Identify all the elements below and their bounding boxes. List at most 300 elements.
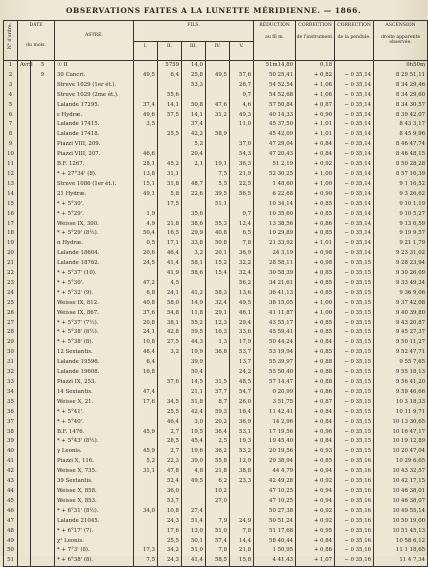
row-fil-3: 39,9 [182,358,206,368]
row-ascension: 8 45 9,96 [374,130,428,140]
row-ascension: 9 52 47,71 [374,348,428,358]
table-row [4,170,428,180]
row-month [18,368,31,378]
row-day [31,537,55,547]
row-fil-5: 49,3 [230,111,254,121]
row-correction-pendule: − 0 35,14 [335,71,374,81]
row-correction-pendule: − 0 35,15 [335,428,374,438]
row-fil-1: 4,9 [134,220,158,230]
row-fil-5: 38,8 [230,467,254,477]
row-fil-4: 58,5 [206,556,230,566]
row-fil-2: 46,4 [158,418,182,428]
row-correction-instrument: + 0,84 [296,437,335,447]
row-astre: * + 5°43' (8½). [55,437,134,447]
row-fil-2 [158,368,182,378]
row-number: 30 [4,348,18,358]
row-correction-instrument: + 1,00 [296,309,335,319]
row-day [31,507,55,517]
row-day [31,378,55,388]
row-fil-3: 42,4 [182,408,206,418]
row-fil-4: 59,3 [206,408,230,418]
row-day [31,309,55,319]
row-reduction: 28 58,11 [254,259,296,269]
row-correction-instrument: + 0,85 [296,229,335,239]
row-month [18,507,31,517]
row-reduction: 1 50,95 [254,546,296,556]
row-fil-1 [134,91,158,101]
row-number: 32 [4,368,18,378]
row-reduction: 42 49,28 [254,477,296,487]
row-fil-4: 29,1 [206,309,230,319]
row-fil-5: 15,8 [230,556,254,566]
table-row [4,517,428,527]
row-ascension: 10 58 6,12 [374,537,428,547]
row-fil-5: 49,5 [230,299,254,309]
row-correction-pendule: − 0 35,14 [335,170,374,180]
row-correction-instrument: + 0,88 [296,378,335,388]
row-fil-2: 17,6 [158,527,182,537]
row-reduction: 51 17,68 [254,527,296,537]
row-number: 39 [4,437,18,447]
row-fil-2: 22,3 [158,457,182,467]
row-month [18,71,31,81]
row-fil-1 [134,418,158,428]
row-number: 36 [4,408,18,418]
row-fil-3: 22,6 [182,190,206,200]
row-month [18,220,31,230]
row-astre: * + 5°29'. [55,210,134,220]
table-row [4,160,428,170]
row-fil-2: 25,5 [158,537,182,547]
table-row [4,328,428,338]
row-month [18,200,31,210]
row-fil-4 [206,279,230,289]
row-fil-4 [206,150,230,160]
row-correction-pendule: − 0 35,14 [335,200,374,210]
row-astre: * + 5°32' (9). [55,289,134,299]
row-fil-3: 14,9 [182,299,206,309]
header-correction-instrument: CORRECTION de l'instrument. [296,21,335,61]
row-reduction: 55 39,97 [254,358,296,368]
row-fil-4 [206,81,230,91]
row-reduction: 14 2,96 [254,418,296,428]
table-row [4,190,428,200]
row-astre: * + 6°38' (8). [55,556,134,566]
row-fil-1 [134,537,158,547]
row-month [18,130,31,140]
row-fil-1: 46,6 [134,150,158,160]
row-correction-instrument: + 0,92 [296,517,335,527]
row-fil-1: 6,4 [134,358,158,368]
row-month [18,477,31,487]
row-reduction: 50 27,38 [254,507,296,517]
row-day [31,418,55,428]
header-fil-1: I. [134,42,158,61]
row-number: 3 [4,81,18,91]
row-fil-4: 7,8 [206,546,230,556]
row-fil-2: 3,2 [158,348,182,358]
table-header [4,21,428,61]
row-reduction: 58 40,44 [254,537,296,547]
row-astre: Lalande 19596. [55,358,134,368]
row-fil-4: 36,2 [206,447,230,457]
row-number: 31 [4,358,18,368]
row-day [31,328,55,338]
row-astre: ☉ II [55,61,134,71]
row-day [31,200,55,210]
row-reduction: 24 3,19 [254,249,296,259]
row-correction-instrument: + 0,96 [296,428,335,438]
row-fil-4: 58,9 [206,130,230,140]
row-ascension: 9 10 5,27 [374,210,428,220]
row-astre: Lalande 18604. [55,249,134,259]
row-astre: Weisse X, 21. [55,398,134,408]
row-fil-3: 59,5 [182,328,206,338]
table-row [4,428,428,438]
row-correction-pendule: − 0 35,14 [335,140,374,150]
row-ascension: 8 57 16,39 [374,170,428,180]
row-ascension: 10 49 55,14 [374,507,428,517]
row-correction-pendule: − 0 35,15 [335,348,374,358]
row-fil-4: 55,8 [206,457,230,467]
row-correction-instrument: + 0,94 [296,467,335,477]
row-fil-4: 31,2 [206,111,230,121]
row-ascension: 9 1 16,52 [374,180,428,190]
row-number: 8 [4,130,18,140]
row-astre: Weisse X, 853. [55,497,134,507]
row-fil-5 [230,61,254,71]
row-reduction: 30 58,39 [254,269,296,279]
row-ascension: 9 43 20,87 [374,319,428,329]
row-astre: ε Hydræ. [55,111,134,121]
row-fil-5: 53,1 [230,428,254,438]
row-fil-1: 46,4 [134,348,158,358]
row-fil-1: 16,8 [134,368,158,378]
row-fil-1: 28,1 [134,160,158,170]
row-number: 26 [4,309,18,319]
row-fil-3: 58,6 [182,269,206,279]
row-fil-2: 27,5 [158,338,182,348]
row-number: 46 [4,507,18,517]
row-month [18,358,31,368]
row-fil-1 [134,378,158,388]
table-row [4,210,428,220]
row-fil-3: 50,4 [182,368,206,378]
row-fil-3: 51,4 [182,517,206,527]
row-fil-5: 12,9 [230,457,254,467]
row-number: 17 [4,220,18,230]
row-fil-1: 37,4 [134,101,158,111]
row-correction-instrument: + 1,07 [296,556,335,566]
row-correction-instrument: + 0,86 [296,546,335,556]
row-correction-pendule: − 0 35,15 [335,418,374,428]
row-fil-3: 55,2 [182,319,206,329]
row-fil-1 [134,487,158,497]
row-fil-2: 4,5 [158,279,182,289]
row-ascension: 9 59 46,66 [374,388,428,398]
row-fil-5: 17,9 [230,338,254,348]
row-astre: 30 Cancri. [55,71,134,81]
row-correction-instrument: + 0,82 [296,71,335,81]
row-month [18,457,31,467]
row-day [31,190,55,200]
row-astre: Piazzi IX, 253. [55,378,134,388]
row-fil-4: 36,4 [206,428,230,438]
row-correction-pendule: − 0 35,16 [335,457,374,467]
row-month [18,140,31,150]
row-fil-1: 31,1 [134,467,158,477]
row-month [18,527,31,537]
row-fil-4: 16,3 [206,328,230,338]
row-ascension: 9 28 23,94 [374,259,428,269]
table-row [4,309,428,319]
row-fil-2: 36,0 [158,487,182,497]
row-correction-instrument: + 0,94 [296,497,335,507]
row-fil-1: 24,1 [134,328,158,338]
row-reduction: 6 22,68 [254,190,296,200]
row-reduction: 17 19,56 [254,428,296,438]
row-fil-3: 39,0 [182,457,206,467]
header-reduction: RÉDUCTION au fil m. [254,21,296,61]
row-fil-4: 27,0 [206,497,230,507]
row-month [18,556,31,566]
row-astre: Piazzi X, 116. [55,457,134,467]
row-ascension: 11 1 18,65 [374,546,428,556]
row-month [18,269,31,279]
row-reduction: 1 48,60 [254,180,296,190]
row-fil-3: 41,2 [182,289,206,299]
row-fil-1: 13,8 [134,170,158,180]
row-month [18,170,31,180]
table-row [4,378,428,388]
row-number: 51 [4,556,18,566]
row-month [18,120,31,130]
row-fil-5: 32,2 [230,259,254,269]
row-number: 42 [4,467,18,477]
row-ascension: 10 42 17,15 [374,477,428,487]
row-fil-4: 7,5 [206,170,230,180]
row-correction-pendule: − 0 35,15 [335,289,374,299]
row-fil-2: 21,8 [158,220,182,230]
row-fil-3 [182,487,206,497]
table-row [4,200,428,210]
row-month [18,309,31,319]
row-day: 9 [31,71,55,81]
row-day [31,229,55,239]
row-correction-instrument: + 0,84 [296,140,335,150]
row-fil-4 [206,91,230,101]
row-correction-pendule: − 0 35,14 [335,101,374,111]
row-correction-pendule: − 0 35,15 [335,378,374,388]
row-month [18,229,31,239]
row-day [31,398,55,408]
row-number: 13 [4,180,18,190]
row-fil-5: 13,6 [230,289,254,299]
row-number: 28 [4,328,18,338]
row-fil-1: 34,0 [134,507,158,517]
row-number: 14 [4,190,18,200]
table-row [4,348,428,358]
row-correction-pendule: − 0 35,15 [335,398,374,408]
row-fil-5: 19,3 [230,437,254,447]
row-month [18,428,31,438]
row-reduction: 55 50,40 [254,368,296,378]
row-fil-3: 38,6 [182,220,206,230]
row-correction-pendule: − 0 35,14 [335,160,374,170]
row-fil-2 [158,210,182,220]
row-fil-4: 40,8 [206,229,230,239]
row-fil-5: 23,3 [230,477,254,487]
row-correction-instrument: + 0,98 [296,259,335,269]
row-astre: * + 5°41'. [55,408,134,418]
row-reduction: 34 21,61 [254,279,296,289]
row-fil-4: 5,5 [206,180,230,190]
table-row [4,71,428,81]
row-fil-1: 3,5 [134,120,158,130]
row-fil-4: 37,7 [206,388,230,398]
row-ascension: 10 13 30,65 [374,418,428,428]
row-month [18,408,31,418]
row-correction-pendule: − 0 35,14 [335,180,374,190]
table-row [4,180,428,190]
row-ascension: 8 34 29,60 [374,91,428,101]
row-fil-4: 6,2 [206,477,230,487]
row-reduction: 57 14,47 [254,378,296,388]
row-fil-5: 24,9 [230,517,254,527]
row-correction-pendule: − 0 35,14 [335,220,374,230]
row-fil-1: 47,4 [134,388,158,398]
row-astre: 12 Sextantis. [55,348,134,358]
row-number: 25 [4,299,18,309]
row-fil-5: 9,7 [230,91,254,101]
row-correction-pendule: − 0 35,15 [335,437,374,447]
row-astre: γ Leonis. [55,447,134,457]
row-correction-instrument: + 0,85 [296,269,335,279]
row-correction-instrument: + 0,88 [296,358,335,368]
row-fil-5: 26,7 [230,81,254,91]
row-number: 49 [4,537,18,547]
row-fil-4: 20,2 [206,418,230,428]
row-astre: Weisse IX, 812. [55,299,134,309]
row-fil-5: 46,1 [230,309,254,319]
row-correction-pendule: − 0 35,15 [335,447,374,457]
row-fil-3: 51,0 [182,546,206,556]
row-fil-1 [134,200,158,210]
table-body [4,61,428,567]
table-row [4,556,428,566]
row-number: 4 [4,91,18,101]
row-ascension: 10 20 47,04 [374,447,428,457]
row-fil-2: 54,8 [158,309,182,319]
header-order: N° d'ordre. [4,21,18,61]
row-correction-instrument: + 0,90 [296,190,335,200]
row-month: Avril [18,61,31,71]
row-correction-pendule: − 0 35,16 [335,527,374,537]
row-number: 44 [4,487,18,497]
row-fil-2: 52,4 [158,477,182,487]
row-reduction: 4 41,43 [254,556,296,566]
row-fil-3: 48,7 [182,180,206,190]
row-month [18,398,31,408]
table-row [4,319,428,329]
row-fil-2: 5,8 [158,190,182,200]
row-fil-5: 56,5 [230,190,254,200]
row-fil-1: 1,9 [134,210,158,220]
row-reduction: 38 15,05 [254,299,296,309]
row-day [31,437,55,447]
row-fil-2: 17,1 [158,239,182,249]
row-fil-3: 35,6 [182,210,206,220]
row-number: 2 [4,71,18,81]
row-correction-instrument: + 1,06 [296,81,335,91]
row-correction-pendule: − 0 35,16 [335,546,374,556]
table-row [4,150,428,160]
row-ascension: 9 55 18,13 [374,368,428,378]
row-fil-3: 2,1 [182,160,206,170]
row-reduction: 54 52,68 [254,91,296,101]
row-fil-3: 29,9 [182,229,206,239]
row-fil-4 [206,358,230,368]
row-fil-5: 6,5 [230,229,254,239]
row-number: 9 [4,140,18,150]
row-number: 48 [4,527,18,537]
row-fil-2: 24,3 [158,556,182,566]
row-fil-5: 54,3 [230,150,254,160]
row-fil-4: 2,5 [206,437,230,447]
row-correction-instrument: + 0,85 [296,328,335,338]
row-astre: Weisse IX, 867. [55,309,134,319]
row-fil-4: 31,5 [206,378,230,388]
row-correction-instrument: 0,18 [296,61,335,71]
row-correction-pendule: − 0 35,16 [335,487,374,497]
table-row [4,527,428,537]
row-fil-3: 58,1 [182,259,206,269]
row-fil-1 [134,497,158,507]
row-reduction: 13 38,56 [254,220,296,230]
row-fil-4: 39,5 [206,190,230,200]
row-correction-instrument: + 0,92 [296,160,335,170]
row-astre: Lalande 17418. [55,130,134,140]
row-fil-4: 55,3 [206,220,230,230]
row-correction-instrument: + 0,84 [296,408,335,418]
row-fil-1 [134,140,158,150]
row-number: 12 [4,170,18,180]
row-fil-2: 16,5 [158,229,182,239]
row-month [18,279,31,289]
row-month [18,249,31,259]
row-day [31,120,55,130]
row-correction-pendule: − 0 35,14 [335,150,374,160]
row-fil-3: 5,2 [182,140,206,150]
row-fil-4: 57,4 [206,537,230,547]
row-fil-5: 36,3 [230,160,254,170]
row-fil-4: 7,9 [206,517,230,527]
row-number: 41 [4,457,18,467]
row-number: 33 [4,378,18,388]
row-fil-3: 20,4 [182,150,206,160]
row-correction-pendule: − 0 35,14 [335,91,374,101]
row-ascension: 10 16 47,17 [374,428,428,438]
row-fil-4 [206,368,230,378]
row-correction-instrument: + 0,84 [296,150,335,160]
row-number: 40 [4,447,18,457]
row-number: 11 [4,160,18,170]
row-day [31,527,55,537]
row-number: 10 [4,150,18,160]
row-month [18,81,31,91]
row-day [31,428,55,438]
row-astre: Lalande 17415. [55,120,134,130]
